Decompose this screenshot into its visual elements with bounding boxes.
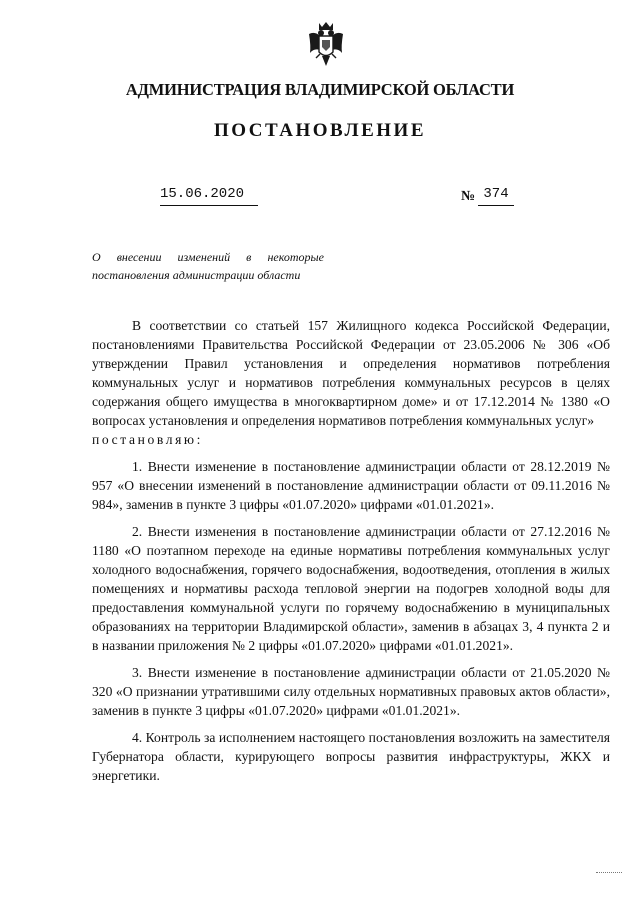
coat-of-arms-icon — [307, 20, 345, 68]
list-item: 3. Внести изменение в постановление администрации области от 21.05.2020 № 320 «О признании утратившими силу отдельных нормативных правовых актов области», заменив в пункте 3 цифры «01.07.2020» цифрами «01.01.2021». — [92, 665, 610, 718]
document-subject: О внесении изменений в некоторые постановления администрации области — [92, 250, 324, 282]
document-number: 374 — [478, 186, 514, 206]
resolve-line: постановляю: — [92, 432, 204, 447]
document-type: ПОСТАНОВЛЕНИЕ — [213, 120, 427, 141]
document-date: 15.06.2020 — [160, 186, 258, 206]
list-item: 1. Внести изменение в постановление администрации области от 28.12.2019 № 957 «О внесении изменений в постановление администрации области от 09.11.2016 № 984», заменив в пункте 3 цифры «01.07.2020» цифрами «01.01.2021». — [92, 459, 610, 512]
list-item: 4. Контроль за исполнением настоящего постановления возложить на заместителя Губернатора области, курирующего вопросы развития инфраструктуры, ЖКХ и энергетики. — [92, 730, 610, 783]
scan-mark — [596, 872, 622, 873]
list-item: 2. Внести изменения в постановление администрации области от 27.12.2016 № 1180 «О поэтапном переходе на единые нормативы потребления коммунальных услуг холодного водоснабжения, горячего водоснабжения, водоотведения, отопления в жилых помещениях и нормативы расхода тепловой энергии на подогрев холодной воды для предоставления коммунальной услуги по горячему водоснабжению в муниципальных образованиях на территории Владимирской области», заменив в абзацах 3, 4 пункта 2 и в названии приложения № 2 цифры «01.07.2020» цифрами «01.01.2021». — [92, 524, 610, 653]
number-sign: № — [461, 189, 476, 204]
organization-name: АДМИНИСТРАЦИЯ ВЛАДИМИРСКОЙ ОБЛАСТИ — [125, 80, 515, 99]
document-body — [92, 316, 610, 785]
preamble-paragraph: В соответствии со статьей 157 Жилищного кодекса Российской Федерации, постановлениями Правительства Российской Федерации от 23.05.2006 № 306 «Об утверждении Правил установления и определения нормативов потребления коммунальных услуг и нормативов потребления коммунальных ресурсов в целях содержания общего имущества в многоквартирном доме» и от 17.12.2014 № 1380 «О вопросах установления и определения нормативов потребления коммунальных услуг» — [92, 318, 610, 428]
